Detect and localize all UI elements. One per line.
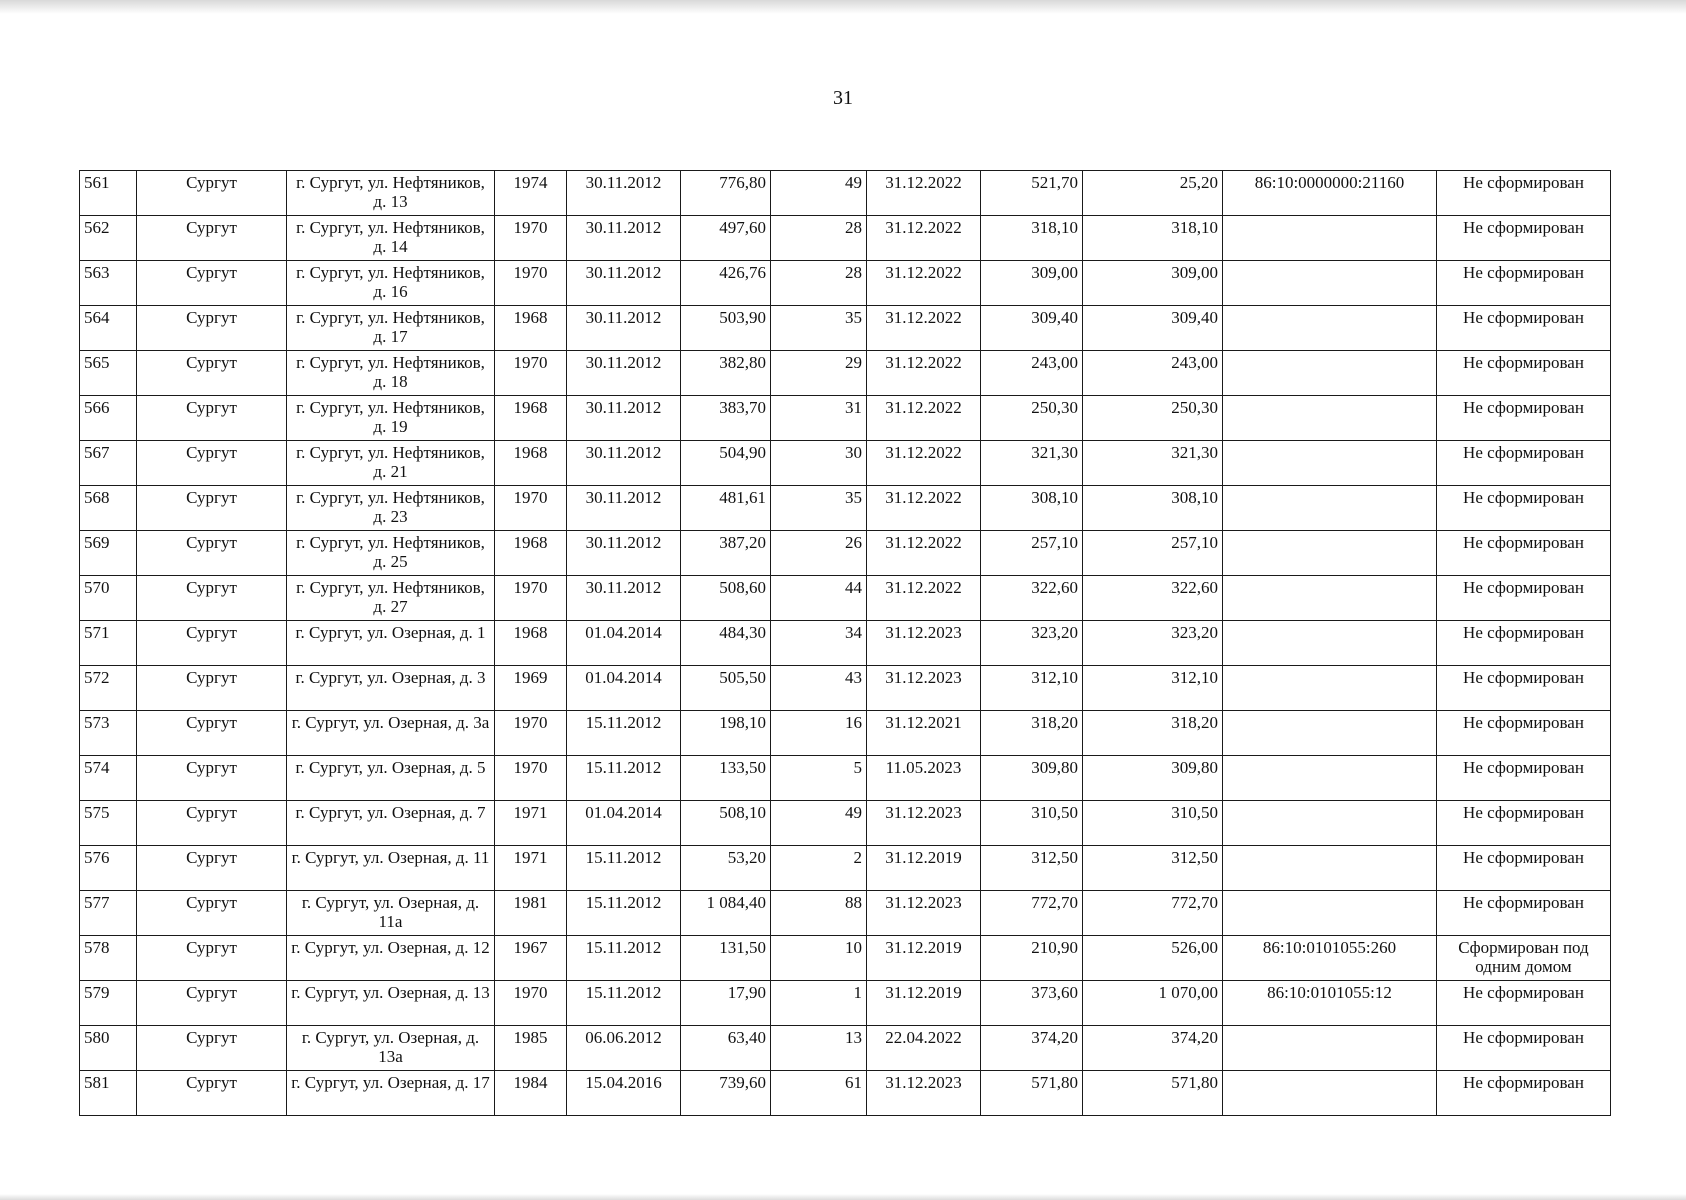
address-cell: г. Сургут, ул. Озерная, д. 17 bbox=[287, 1071, 495, 1116]
residents-count-cell: 16 bbox=[771, 711, 867, 756]
resettlement-date-cell: 31.12.2023 bbox=[867, 1071, 981, 1116]
residents-count-cell: 44 bbox=[771, 576, 867, 621]
land-area-cell: 374,20 bbox=[1083, 1026, 1223, 1071]
table-row bbox=[80, 621, 1611, 666]
year-built-cell: 1970 bbox=[495, 981, 567, 1026]
residents-count-cell: 10 bbox=[771, 936, 867, 981]
address-cell: г. Сургут, ул. Озерная, д. 3а bbox=[287, 711, 495, 756]
recognition-date-cell: 15.11.2012 bbox=[567, 756, 681, 801]
land-area-cell: 571,80 bbox=[1083, 1071, 1223, 1116]
recognition-date-cell: 30.11.2012 bbox=[567, 486, 681, 531]
year-built-cell: 1968 bbox=[495, 306, 567, 351]
scan-edge-top bbox=[0, 0, 1686, 14]
area-cell: 503,90 bbox=[681, 306, 771, 351]
land-area-cell: 318,20 bbox=[1083, 711, 1223, 756]
land-status-cell: Не сформирован bbox=[1437, 1026, 1611, 1071]
area-cell: 776,80 bbox=[681, 171, 771, 216]
recognition-date-cell: 15.04.2016 bbox=[567, 1071, 681, 1116]
table-row bbox=[80, 216, 1611, 261]
land-area-cell: 312,50 bbox=[1083, 846, 1223, 891]
land-status-cell: Не сформирован bbox=[1437, 801, 1611, 846]
table-row bbox=[80, 171, 1611, 216]
land-status-cell: Не сформирован bbox=[1437, 576, 1611, 621]
living-area-cell: 309,80 bbox=[981, 756, 1083, 801]
row-number: 566 bbox=[80, 396, 137, 441]
resettlement-date-cell: 31.12.2022 bbox=[867, 351, 981, 396]
table-row bbox=[80, 261, 1611, 306]
land-area-cell: 257,10 bbox=[1083, 531, 1223, 576]
residents-count-cell: 5 bbox=[771, 756, 867, 801]
city-cell: Сургут bbox=[137, 666, 287, 711]
area-cell: 508,10 bbox=[681, 801, 771, 846]
resettlement-date-cell: 31.12.2022 bbox=[867, 576, 981, 621]
address-cell: г. Сургут, ул. Озерная, д. 1 bbox=[287, 621, 495, 666]
row-number: 565 bbox=[80, 351, 137, 396]
living-area-cell: 312,50 bbox=[981, 846, 1083, 891]
address-cell: г. Сургут, ул. Озерная, д. 13 bbox=[287, 981, 495, 1026]
area-cell: 131,50 bbox=[681, 936, 771, 981]
city-cell: Сургут bbox=[137, 396, 287, 441]
land-status-cell: Не сформирован bbox=[1437, 351, 1611, 396]
address-cell: г. Сургут, ул. Нефтяников, д. 19 bbox=[287, 396, 495, 441]
city-cell: Сургут bbox=[137, 936, 287, 981]
resettlement-date-cell: 31.12.2019 bbox=[867, 981, 981, 1026]
living-area-cell: 309,40 bbox=[981, 306, 1083, 351]
living-area-cell: 210,90 bbox=[981, 936, 1083, 981]
land-area-cell: 1 070,00 bbox=[1083, 981, 1223, 1026]
row-number: 579 bbox=[80, 981, 137, 1026]
row-number: 569 bbox=[80, 531, 137, 576]
living-area-cell: 323,20 bbox=[981, 621, 1083, 666]
address-cell: г. Сургут, ул. Нефтяников, д. 25 bbox=[287, 531, 495, 576]
city-cell: Сургут bbox=[137, 711, 287, 756]
cadastral-number-cell bbox=[1223, 531, 1437, 576]
housing-registry-table bbox=[79, 170, 1611, 1116]
city-cell: Сургут bbox=[137, 1071, 287, 1116]
row-number: 574 bbox=[80, 756, 137, 801]
land-status-cell: Не сформирован bbox=[1437, 261, 1611, 306]
living-area-cell: 312,10 bbox=[981, 666, 1083, 711]
residents-count-cell: 1 bbox=[771, 981, 867, 1026]
recognition-date-cell: 15.11.2012 bbox=[567, 711, 681, 756]
area-cell: 382,80 bbox=[681, 351, 771, 396]
city-cell: Сургут bbox=[137, 1026, 287, 1071]
row-number: 567 bbox=[80, 441, 137, 486]
land-status-cell: Не сформирован bbox=[1437, 981, 1611, 1026]
land-status-cell: Не сформирован bbox=[1437, 441, 1611, 486]
row-number: 568 bbox=[80, 486, 137, 531]
living-area-cell: 250,30 bbox=[981, 396, 1083, 441]
address-cell: г. Сургут, ул. Озерная, д. 13а bbox=[287, 1026, 495, 1071]
table-row bbox=[80, 306, 1611, 351]
residents-count-cell: 2 bbox=[771, 846, 867, 891]
land-status-cell: Не сформирован bbox=[1437, 891, 1611, 936]
residents-count-cell: 35 bbox=[771, 486, 867, 531]
page-number: 31 bbox=[833, 87, 853, 109]
land-status-cell: Не сформирован bbox=[1437, 756, 1611, 801]
land-area-cell: 526,00 bbox=[1083, 936, 1223, 981]
residents-count-cell: 13 bbox=[771, 1026, 867, 1071]
area-cell: 739,60 bbox=[681, 1071, 771, 1116]
area-cell: 1 084,40 bbox=[681, 891, 771, 936]
land-area-cell: 250,30 bbox=[1083, 396, 1223, 441]
land-area-cell: 25,20 bbox=[1083, 171, 1223, 216]
resettlement-date-cell: 31.12.2022 bbox=[867, 306, 981, 351]
cadastral-number-cell bbox=[1223, 261, 1437, 306]
city-cell: Сургут bbox=[137, 441, 287, 486]
cadastral-number-cell bbox=[1223, 351, 1437, 396]
living-area-cell: 318,10 bbox=[981, 216, 1083, 261]
living-area-cell: 309,00 bbox=[981, 261, 1083, 306]
land-area-cell: 309,40 bbox=[1083, 306, 1223, 351]
cadastral-number-cell bbox=[1223, 801, 1437, 846]
year-built-cell: 1968 bbox=[495, 396, 567, 441]
living-area-cell: 571,80 bbox=[981, 1071, 1083, 1116]
cadastral-number-cell bbox=[1223, 216, 1437, 261]
area-cell: 387,20 bbox=[681, 531, 771, 576]
city-cell: Сургут bbox=[137, 351, 287, 396]
city-cell: Сургут bbox=[137, 891, 287, 936]
table-row bbox=[80, 531, 1611, 576]
year-built-cell: 1970 bbox=[495, 711, 567, 756]
year-built-cell: 1968 bbox=[495, 531, 567, 576]
city-cell: Сургут bbox=[137, 216, 287, 261]
recognition-date-cell: 30.11.2012 bbox=[567, 531, 681, 576]
land-status-cell: Не сформирован bbox=[1437, 666, 1611, 711]
residents-count-cell: 43 bbox=[771, 666, 867, 711]
year-built-cell: 1985 bbox=[495, 1026, 567, 1071]
resettlement-date-cell: 31.12.2023 bbox=[867, 621, 981, 666]
recognition-date-cell: 30.11.2012 bbox=[567, 171, 681, 216]
living-area-cell: 321,30 bbox=[981, 441, 1083, 486]
address-cell: г. Сургут, ул. Нефтяников, д. 16 bbox=[287, 261, 495, 306]
cadastral-number-cell bbox=[1223, 666, 1437, 711]
land-area-cell: 308,10 bbox=[1083, 486, 1223, 531]
address-cell: г. Сургут, ул. Озерная, д. 11а bbox=[287, 891, 495, 936]
address-cell: г. Сургут, ул. Озерная, д. 11 bbox=[287, 846, 495, 891]
table-row bbox=[80, 936, 1611, 981]
address-cell: г. Сургут, ул. Нефтяников, д. 13 bbox=[287, 171, 495, 216]
table-row bbox=[80, 576, 1611, 621]
living-area-cell: 521,70 bbox=[981, 171, 1083, 216]
resettlement-date-cell: 31.12.2022 bbox=[867, 486, 981, 531]
address-cell: г. Сургут, ул. Нефтяников, д. 21 bbox=[287, 441, 495, 486]
area-cell: 484,30 bbox=[681, 621, 771, 666]
city-cell: Сургут bbox=[137, 846, 287, 891]
cadastral-number-cell: 86:10:0000000:21160 bbox=[1223, 171, 1437, 216]
recognition-date-cell: 30.11.2012 bbox=[567, 396, 681, 441]
address-cell: г. Сургут, ул. Озерная, д. 12 bbox=[287, 936, 495, 981]
resettlement-date-cell: 31.12.2022 bbox=[867, 441, 981, 486]
year-built-cell: 1970 bbox=[495, 756, 567, 801]
year-built-cell: 1974 bbox=[495, 171, 567, 216]
area-cell: 133,50 bbox=[681, 756, 771, 801]
city-cell: Сургут bbox=[137, 621, 287, 666]
cadastral-number-cell bbox=[1223, 396, 1437, 441]
land-area-cell: 309,80 bbox=[1083, 756, 1223, 801]
residents-count-cell: 35 bbox=[771, 306, 867, 351]
residents-count-cell: 30 bbox=[771, 441, 867, 486]
year-built-cell: 1968 bbox=[495, 621, 567, 666]
city-cell: Сургут bbox=[137, 981, 287, 1026]
scan-edge-bottom bbox=[0, 1194, 1686, 1200]
resettlement-date-cell: 31.12.2022 bbox=[867, 261, 981, 306]
year-built-cell: 1969 bbox=[495, 666, 567, 711]
address-cell: г. Сургут, ул. Озерная, д. 7 bbox=[287, 801, 495, 846]
resettlement-date-cell: 31.12.2023 bbox=[867, 891, 981, 936]
table-row bbox=[80, 846, 1611, 891]
row-number: 575 bbox=[80, 801, 137, 846]
recognition-date-cell: 30.11.2012 bbox=[567, 261, 681, 306]
area-cell: 17,90 bbox=[681, 981, 771, 1026]
row-number: 576 bbox=[80, 846, 137, 891]
living-area-cell: 374,20 bbox=[981, 1026, 1083, 1071]
cadastral-number-cell bbox=[1223, 891, 1437, 936]
land-status-cell: Не сформирован bbox=[1437, 216, 1611, 261]
year-built-cell: 1971 bbox=[495, 846, 567, 891]
land-area-cell: 772,70 bbox=[1083, 891, 1223, 936]
year-built-cell: 1970 bbox=[495, 216, 567, 261]
table-row bbox=[80, 711, 1611, 756]
cadastral-number-cell bbox=[1223, 486, 1437, 531]
land-status-cell: Не сформирован bbox=[1437, 1071, 1611, 1116]
row-number: 572 bbox=[80, 666, 137, 711]
residents-count-cell: 34 bbox=[771, 621, 867, 666]
year-built-cell: 1984 bbox=[495, 1071, 567, 1116]
year-built-cell: 1967 bbox=[495, 936, 567, 981]
residents-count-cell: 31 bbox=[771, 396, 867, 441]
land-area-cell: 318,10 bbox=[1083, 216, 1223, 261]
resettlement-date-cell: 11.05.2023 bbox=[867, 756, 981, 801]
year-built-cell: 1981 bbox=[495, 891, 567, 936]
area-cell: 63,40 bbox=[681, 1026, 771, 1071]
table-row bbox=[80, 396, 1611, 441]
cadastral-number-cell bbox=[1223, 1071, 1437, 1116]
recognition-date-cell: 30.11.2012 bbox=[567, 351, 681, 396]
land-status-cell: Не сформирован bbox=[1437, 531, 1611, 576]
land-status-cell: Не сформирован bbox=[1437, 621, 1611, 666]
table-row bbox=[80, 1026, 1611, 1071]
land-area-cell: 322,60 bbox=[1083, 576, 1223, 621]
table-row bbox=[80, 441, 1611, 486]
land-status-cell: Не сформирован bbox=[1437, 846, 1611, 891]
cadastral-number-cell bbox=[1223, 621, 1437, 666]
year-built-cell: 1971 bbox=[495, 801, 567, 846]
row-number: 564 bbox=[80, 306, 137, 351]
living-area-cell: 257,10 bbox=[981, 531, 1083, 576]
recognition-date-cell: 06.06.2012 bbox=[567, 1026, 681, 1071]
recognition-date-cell: 15.11.2012 bbox=[567, 891, 681, 936]
residents-count-cell: 28 bbox=[771, 216, 867, 261]
table-row bbox=[80, 756, 1611, 801]
row-number: 578 bbox=[80, 936, 137, 981]
city-cell: Сургут bbox=[137, 756, 287, 801]
land-area-cell: 243,00 bbox=[1083, 351, 1223, 396]
land-status-cell: Не сформирован bbox=[1437, 306, 1611, 351]
table-body bbox=[80, 171, 1611, 1116]
address-cell: г. Сургут, ул. Нефтяников, д. 17 bbox=[287, 306, 495, 351]
year-built-cell: 1970 bbox=[495, 351, 567, 396]
recognition-date-cell: 15.11.2012 bbox=[567, 981, 681, 1026]
row-number: 580 bbox=[80, 1026, 137, 1071]
address-cell: г. Сургут, ул. Нефтяников, д. 14 bbox=[287, 216, 495, 261]
address-cell: г. Сургут, ул. Озерная, д. 3 bbox=[287, 666, 495, 711]
land-area-cell: 310,50 bbox=[1083, 801, 1223, 846]
recognition-date-cell: 30.11.2012 bbox=[567, 306, 681, 351]
area-cell: 508,60 bbox=[681, 576, 771, 621]
cadastral-number-cell bbox=[1223, 846, 1437, 891]
table-row bbox=[80, 486, 1611, 531]
address-cell: г. Сургут, ул. Озерная, д. 5 bbox=[287, 756, 495, 801]
table-row bbox=[80, 891, 1611, 936]
city-cell: Сургут bbox=[137, 801, 287, 846]
recognition-date-cell: 01.04.2014 bbox=[567, 801, 681, 846]
residents-count-cell: 88 bbox=[771, 891, 867, 936]
row-number: 562 bbox=[80, 216, 137, 261]
area-cell: 426,76 bbox=[681, 261, 771, 306]
cadastral-number-cell: 86:10:0101055:12 bbox=[1223, 981, 1437, 1026]
city-cell: Сургут bbox=[137, 486, 287, 531]
city-cell: Сургут bbox=[137, 306, 287, 351]
recognition-date-cell: 01.04.2014 bbox=[567, 666, 681, 711]
living-area-cell: 308,10 bbox=[981, 486, 1083, 531]
recognition-date-cell: 30.11.2012 bbox=[567, 576, 681, 621]
living-area-cell: 322,60 bbox=[981, 576, 1083, 621]
year-built-cell: 1970 bbox=[495, 261, 567, 306]
year-built-cell: 1970 bbox=[495, 576, 567, 621]
area-cell: 383,70 bbox=[681, 396, 771, 441]
land-area-cell: 321,30 bbox=[1083, 441, 1223, 486]
recognition-date-cell: 30.11.2012 bbox=[567, 441, 681, 486]
land-status-cell: Не сформирован bbox=[1437, 486, 1611, 531]
cadastral-number-cell bbox=[1223, 711, 1437, 756]
city-cell: Сургут bbox=[137, 171, 287, 216]
recognition-date-cell: 01.04.2014 bbox=[567, 621, 681, 666]
recognition-date-cell: 15.11.2012 bbox=[567, 936, 681, 981]
cadastral-number-cell bbox=[1223, 576, 1437, 621]
resettlement-date-cell: 31.12.2019 bbox=[867, 936, 981, 981]
resettlement-date-cell: 31.12.2022 bbox=[867, 216, 981, 261]
row-number: 561 bbox=[80, 171, 137, 216]
living-area-cell: 243,00 bbox=[981, 351, 1083, 396]
row-number: 571 bbox=[80, 621, 137, 666]
residents-count-cell: 49 bbox=[771, 171, 867, 216]
cadastral-number-cell bbox=[1223, 441, 1437, 486]
resettlement-date-cell: 31.12.2023 bbox=[867, 666, 981, 711]
area-cell: 505,50 bbox=[681, 666, 771, 711]
address-cell: г. Сургут, ул. Нефтяников, д. 18 bbox=[287, 351, 495, 396]
resettlement-date-cell: 31.12.2022 bbox=[867, 531, 981, 576]
area-cell: 504,90 bbox=[681, 441, 771, 486]
recognition-date-cell: 15.11.2012 bbox=[567, 846, 681, 891]
area-cell: 53,20 bbox=[681, 846, 771, 891]
residents-count-cell: 29 bbox=[771, 351, 867, 396]
row-number: 570 bbox=[80, 576, 137, 621]
residents-count-cell: 26 bbox=[771, 531, 867, 576]
land-status-cell: Сформирован под одним домом bbox=[1437, 936, 1611, 981]
resettlement-date-cell: 31.12.2022 bbox=[867, 171, 981, 216]
table-row bbox=[80, 981, 1611, 1026]
address-cell: г. Сургут, ул. Нефтяников, д. 23 bbox=[287, 486, 495, 531]
living-area-cell: 772,70 bbox=[981, 891, 1083, 936]
residents-count-cell: 28 bbox=[771, 261, 867, 306]
land-area-cell: 323,20 bbox=[1083, 621, 1223, 666]
resettlement-date-cell: 31.12.2023 bbox=[867, 801, 981, 846]
living-area-cell: 310,50 bbox=[981, 801, 1083, 846]
resettlement-date-cell: 22.04.2022 bbox=[867, 1026, 981, 1071]
row-number: 581 bbox=[80, 1071, 137, 1116]
area-cell: 497,60 bbox=[681, 216, 771, 261]
resettlement-date-cell: 31.12.2021 bbox=[867, 711, 981, 756]
land-area-cell: 312,10 bbox=[1083, 666, 1223, 711]
land-area-cell: 309,00 bbox=[1083, 261, 1223, 306]
row-number: 573 bbox=[80, 711, 137, 756]
table-row bbox=[80, 801, 1611, 846]
cadastral-number-cell bbox=[1223, 1026, 1437, 1071]
city-cell: Сургут bbox=[137, 261, 287, 306]
table-row bbox=[80, 666, 1611, 711]
living-area-cell: 373,60 bbox=[981, 981, 1083, 1026]
residents-count-cell: 61 bbox=[771, 1071, 867, 1116]
recognition-date-cell: 30.11.2012 bbox=[567, 216, 681, 261]
land-status-cell: Не сформирован bbox=[1437, 396, 1611, 441]
year-built-cell: 1970 bbox=[495, 486, 567, 531]
living-area-cell: 318,20 bbox=[981, 711, 1083, 756]
area-cell: 198,10 bbox=[681, 711, 771, 756]
table-row bbox=[80, 1071, 1611, 1116]
cadastral-number-cell bbox=[1223, 306, 1437, 351]
cadastral-number-cell: 86:10:0101055:260 bbox=[1223, 936, 1437, 981]
row-number: 563 bbox=[80, 261, 137, 306]
table-row bbox=[80, 351, 1611, 396]
city-cell: Сургут bbox=[137, 576, 287, 621]
row-number: 577 bbox=[80, 891, 137, 936]
resettlement-date-cell: 31.12.2019 bbox=[867, 846, 981, 891]
cadastral-number-cell bbox=[1223, 756, 1437, 801]
resettlement-date-cell: 31.12.2022 bbox=[867, 396, 981, 441]
land-status-cell: Не сформирован bbox=[1437, 171, 1611, 216]
land-status-cell: Не сформирован bbox=[1437, 711, 1611, 756]
residents-count-cell: 49 bbox=[771, 801, 867, 846]
city-cell: Сургут bbox=[137, 531, 287, 576]
address-cell: г. Сургут, ул. Нефтяников, д. 27 bbox=[287, 576, 495, 621]
year-built-cell: 1968 bbox=[495, 441, 567, 486]
area-cell: 481,61 bbox=[681, 486, 771, 531]
